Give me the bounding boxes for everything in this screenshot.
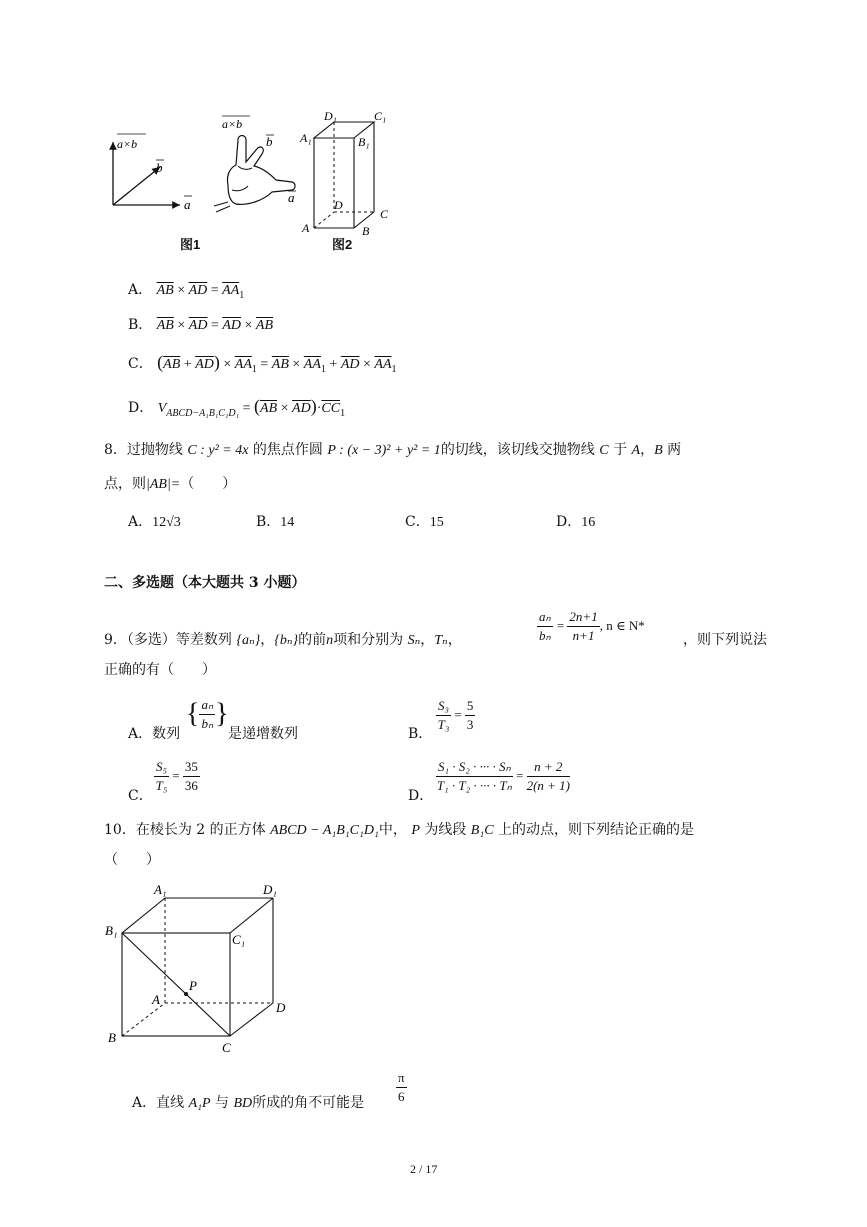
prism-label-d1: D₁ [324, 109, 337, 123]
prism-label-b1: B₁ [358, 135, 370, 149]
hand-cross-label: a×b [222, 117, 243, 131]
q10-option-a-fraction: $\frac{\pi}{6}$ [398, 1070, 405, 1104]
q8-option-b: B．14 [256, 514, 295, 530]
prism-label-b: B [362, 224, 370, 238]
q7-option-a: A． $\overline{AB} \times \overline{AD} = \overline{AA}_1$ [128, 282, 245, 301]
q9-option-a-label: A．数列 [128, 726, 181, 742]
q9-line-1: 9．（多选）等差数列 {aₙ}，{bₙ}的前n项和分别为 Sₙ，Tₙ， [104, 632, 462, 648]
fig1-cross-label: a×b [117, 137, 138, 151]
prism-label-a: A [302, 221, 310, 235]
q8-line-2: 点，则|AB|=（ ） [104, 476, 237, 492]
q9-option-c-fraction: $\frac{\text{S₅}}{\text{T₅}}$ = $\frac{35}{36}$ [155, 759, 198, 793]
q9-option-d-label: D． [408, 788, 434, 804]
prism-label-c1: C₁ [374, 109, 387, 123]
q10-line-2: （ ） [104, 852, 160, 868]
q9-ratio-condition: $\frac{\text{aₙ}}{\text{bₙ}}$ = $\frac{2n+1}{n+1}$ , n ∈ N* [539, 609, 645, 643]
cube-label-c: C [222, 1040, 231, 1055]
q10-cube-figure [100, 878, 300, 1058]
q8-line-1: 8．过抛物线 C : y² = 4x 的焦点作圆 P : (x − 3)² + y² = 1的切线，该切线交抛物线 C 于 A，B 两 [104, 442, 682, 458]
q9-option-b-label: B． [408, 726, 433, 742]
q9-option-a-fraction: { $\frac{\text{aₙ}}{\text{bₙ}}$ } [186, 697, 229, 731]
page-number: 2 / 17 [410, 1162, 438, 1176]
cube-label-a1: A₁ [154, 882, 167, 897]
fig1-b-label: b [156, 160, 163, 175]
q9-line-2: 正确的有（ ） [104, 662, 216, 678]
prism-label-a1: A₁ [300, 131, 312, 145]
q8-option-c: C．15 [405, 514, 444, 530]
figure-2-caption: 图2 [332, 237, 353, 252]
cube-label-d: D [276, 1000, 286, 1015]
prism-label-d: D [334, 198, 343, 212]
q7-option-b: B． $\overline{AB} \times \overline{AD} = \overline{AD} \times \overline{AB}$ [128, 317, 274, 333]
cube-label-d1: D₁ [263, 882, 277, 897]
q9-option-d-fraction: $\frac{\text{S₁ · S₂ · ··· · Sₙ}}{\text{T₁ · T₂ · ··· · Tₙ}}$ = $\frac{n + 2}{2(n + 1)}$ [436, 759, 570, 793]
figure-1-vectors [100, 110, 210, 215]
fig1-a-label: a [184, 197, 191, 212]
figure-2-prism [298, 108, 398, 238]
section-title-multiple-choice: 二、多选题（本大题共 3 小题） [104, 575, 306, 591]
q10-option-a: A．直线 A₁P 与 BD所成的角不可能是 [132, 1095, 365, 1111]
q8-option-d: D．16 [556, 514, 596, 530]
cube-label-a: A [152, 992, 160, 1007]
q10-line-1: 10．在棱长为 2 的正方体 ABCD − A₁B₁C₁D₁中， P 为线段 B₁C 上的动点，则下列结论正确的是 [104, 822, 694, 838]
hand-a-label: a [288, 190, 295, 205]
q7-option-d: D． $V_{ABCD-A_1B_1C_1D_1} = (\overline{AB} \times \overline{AD})\cdot\overline{CC}_1$ [128, 396, 346, 419]
hand-b-label: b [266, 134, 273, 149]
q9-line-1-tail: ，则下列说法 [683, 632, 767, 648]
cube-label-p: P [189, 978, 197, 993]
q9-option-c-label: C． [128, 788, 153, 804]
q7-option-c: C． $(\overline{AB} + \overline{AD}) \times \overline{AA}_1 = \overline{AB} \times \overline{AA}_1 + \overline{AD} \times \overline{AA}_1$ [128, 352, 397, 375]
cube-label-b: B [108, 1030, 116, 1045]
cube-label-b1: B₁ [105, 923, 118, 938]
right-hand-rule-illustration [208, 110, 308, 220]
q9-option-a-tail: 是递增数列 [228, 726, 298, 742]
prism-label-c: C [380, 207, 389, 221]
q8-option-a: A．12√3 [128, 514, 181, 530]
figure-1-caption: 图1 [180, 237, 201, 252]
q9-option-b-fraction: $\frac{\text{S₃}}{\text{T₃}}$ = $\frac{5}{3}$ [437, 698, 474, 732]
cube-label-c1: C₁ [232, 932, 246, 947]
